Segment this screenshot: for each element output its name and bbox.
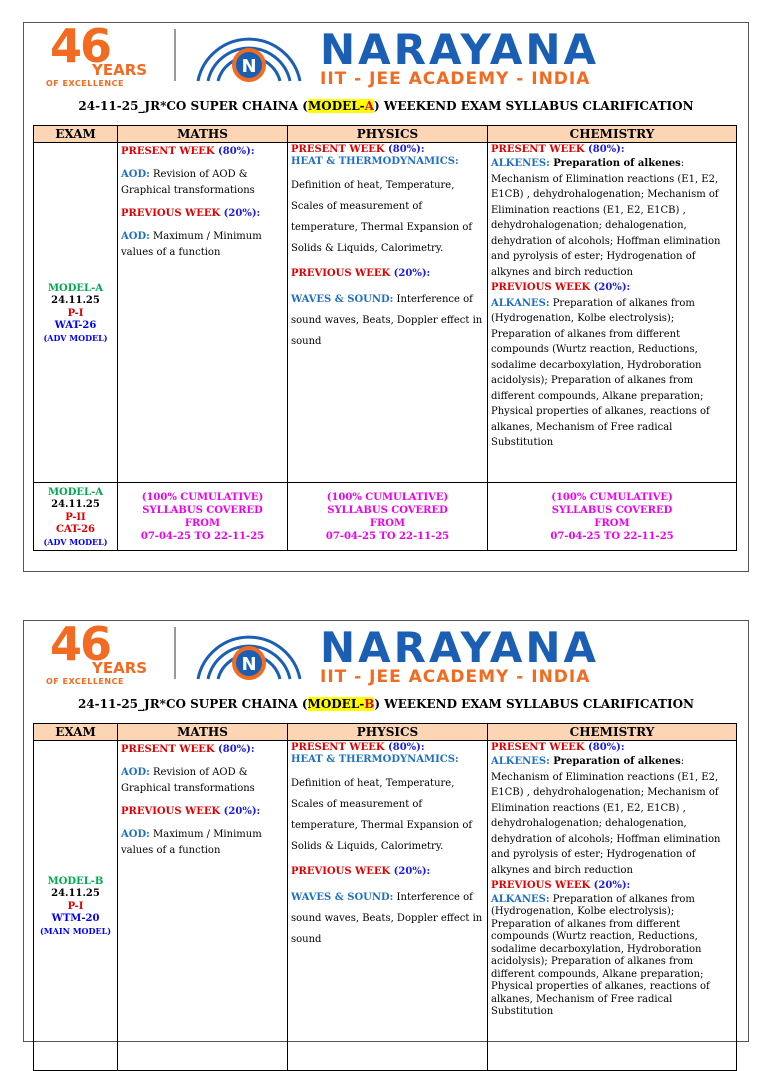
table-row <box>34 483 737 551</box>
syllabus-sheet-model-b <box>23 617 749 1042</box>
maths-cell: PRESENT WEEK (80%): AOD: Revision of AOD & Graphical transformations PREVIOUS WEEK (20%): AOD: Maximum / Minimum values of a function <box>118 143 288 483</box>
header-banner <box>24 617 748 687</box>
table-header-row <box>34 126 737 143</box>
brand-tagline: IIT - JEE ACADEMY - INDIA <box>320 667 591 687</box>
exam-cell: MODEL-A 24.11.25 P-I WAT-26 (ADV MODEL) <box>34 143 118 483</box>
chemistry-cell: PRESENT WEEK (80%): ALKENES: Preparation of alkenes: Mechanism of Elimination reactions (E1, E2, E1CB) , dehydrohalogenation; Mechanism of Elimination reactions (E1, E2, E1CB) , dehydrohalogenation; dehalogenation, dehydration of alcohols; Hoffman elimination and pyrolysis of ester; Hydrogenation of alkynes and birch reduction PREVIOUS WEEK (20%): ALKANES: Preparation of alkanes from (Hydrogenation, Kolbe electrolysis); Preparation of alkanes from different compounds (Wurtz reaction, Reductions, sodalime decarboxylation, Hydroboration acidolysis); Preparation of alkanes from different compounds, Alkane preparation; Physical properties of alkanes, reactions of alkanes, Mechanism of Free radical Substitution <box>488 741 737 1071</box>
chemistry-cell: PRESENT WEEK (80%): ALKENES: Preparation of alkenes: Mechanism of Elimination reactions (E1, E2, E1CB) , dehydrohalogenation; Mechanism of Elimination reactions (E1, E2, E1CB) , dehydrohalogenation; dehalogenation, dehydration of alcohols; Hoffman elimination and pyrolysis of ester; Hydrogenation of alkynes and birch reduction PREVIOUS WEEK (20%): ALKANES: Preparation of alkanes from (Hydrogenation, Kolbe electrolysis); Preparation of alkanes from different compounds (Wurtz reaction, Reductions, sodalime decarboxylation, Hydroboration acidolysis); Preparation of alkanes from different compounds, Alkane preparation; Physical properties of alkanes, reactions of alkanes, Mechanism of Free radical Substitution <box>488 143 737 483</box>
col-header-physics: PHYSICS <box>288 126 488 143</box>
physics-cell: PRESENT WEEK (80%): HEAT & THERMODYNAMICS: Definition of heat, Temperature, Scales of measurement of temperature, Thermal Expansion of Solids & Liquids, Calorimetry. PREVIOUS WEEK (20%): WAVES & SOUND: Interference of sound waves, Beats, Doppler effect in sound <box>288 741 488 1071</box>
header-divider <box>174 29 176 81</box>
syllabus-table <box>33 723 737 1071</box>
brand-tagline: IIT - JEE ACADEMY - INDIA <box>320 69 591 89</box>
col-header-exam: EXAM <box>34 724 118 741</box>
sheet-title: 24-11-25_JR*CO SUPER CHAINA (MODEL-A) WEEKEND EXAM SYLLABUS CLARIFICATION <box>78 99 694 113</box>
table-row <box>34 143 737 483</box>
col-header-chemistry: CHEMISTRY <box>488 126 737 143</box>
maths-cumulative-cell: (100% CUMULATIVE) SYLLABUS COVERED FROM 07-04-25 TO 22-11-25 <box>118 483 288 551</box>
col-header-maths: MATHS <box>118 724 288 741</box>
exam-cell: MODEL-B 24.11.25 P-I WTM-20 (MAIN MODEL) <box>34 741 118 1071</box>
syllabus-sheet-model-a <box>23 19 749 572</box>
svg-text:N: N <box>241 56 257 77</box>
brand-name: NARAYANA <box>320 623 600 672</box>
chemistry-cumulative-cell: (100% CUMULATIVE) SYLLABUS COVERED FROM 07-04-25 TO 22-11-25 <box>488 483 737 551</box>
46-years-logo: 46 YEARS OF EXCELLENCE <box>46 19 148 88</box>
maths-cell: PRESENT WEEK (80%): AOD: Revision of AOD & Graphical transformations PREVIOUS WEEK (20%): AOD: Maximum / Minimum values of a function <box>118 741 288 1071</box>
sheet-title: 24-11-25_JR*CO SUPER CHAINA (MODEL-B) WEEKEND EXAM SYLLABUS CLARIFICATION <box>77 697 695 711</box>
header-banner <box>24 19 748 89</box>
header-divider <box>174 627 176 679</box>
table-header-row <box>34 724 737 741</box>
table-row <box>34 741 737 1071</box>
physics-cumulative-cell: (100% CUMULATIVE) SYLLABUS COVERED FROM 07-04-25 TO 22-11-25 <box>288 483 488 551</box>
brand-name: NARAYANA <box>320 25 600 74</box>
col-header-physics: PHYSICS <box>288 724 488 741</box>
46-years-logo: 46 YEARS OF EXCELLENCE <box>46 617 148 686</box>
svg-text:N: N <box>241 654 257 675</box>
col-header-maths: MATHS <box>118 126 288 143</box>
narayana-emblem-icon <box>184 621 314 685</box>
exam-cell: MODEL-A 24.11.25 P-II CAT-26 (ADV MODEL) <box>34 483 118 551</box>
syllabus-table <box>33 125 737 551</box>
narayana-emblem-icon <box>184 23 314 87</box>
col-header-chemistry: CHEMISTRY <box>488 724 737 741</box>
physics-cell: PRESENT WEEK (80%): HEAT & THERMODYNAMICS: Definition of heat, Temperature, Scales of measurement of temperature, Thermal Expansion of Solids & Liquids, Calorimetry. PREVIOUS WEEK (20%): WAVES & SOUND: Interference of sound waves, Beats, Doppler effect in sound <box>288 143 488 483</box>
col-header-exam: EXAM <box>34 126 118 143</box>
